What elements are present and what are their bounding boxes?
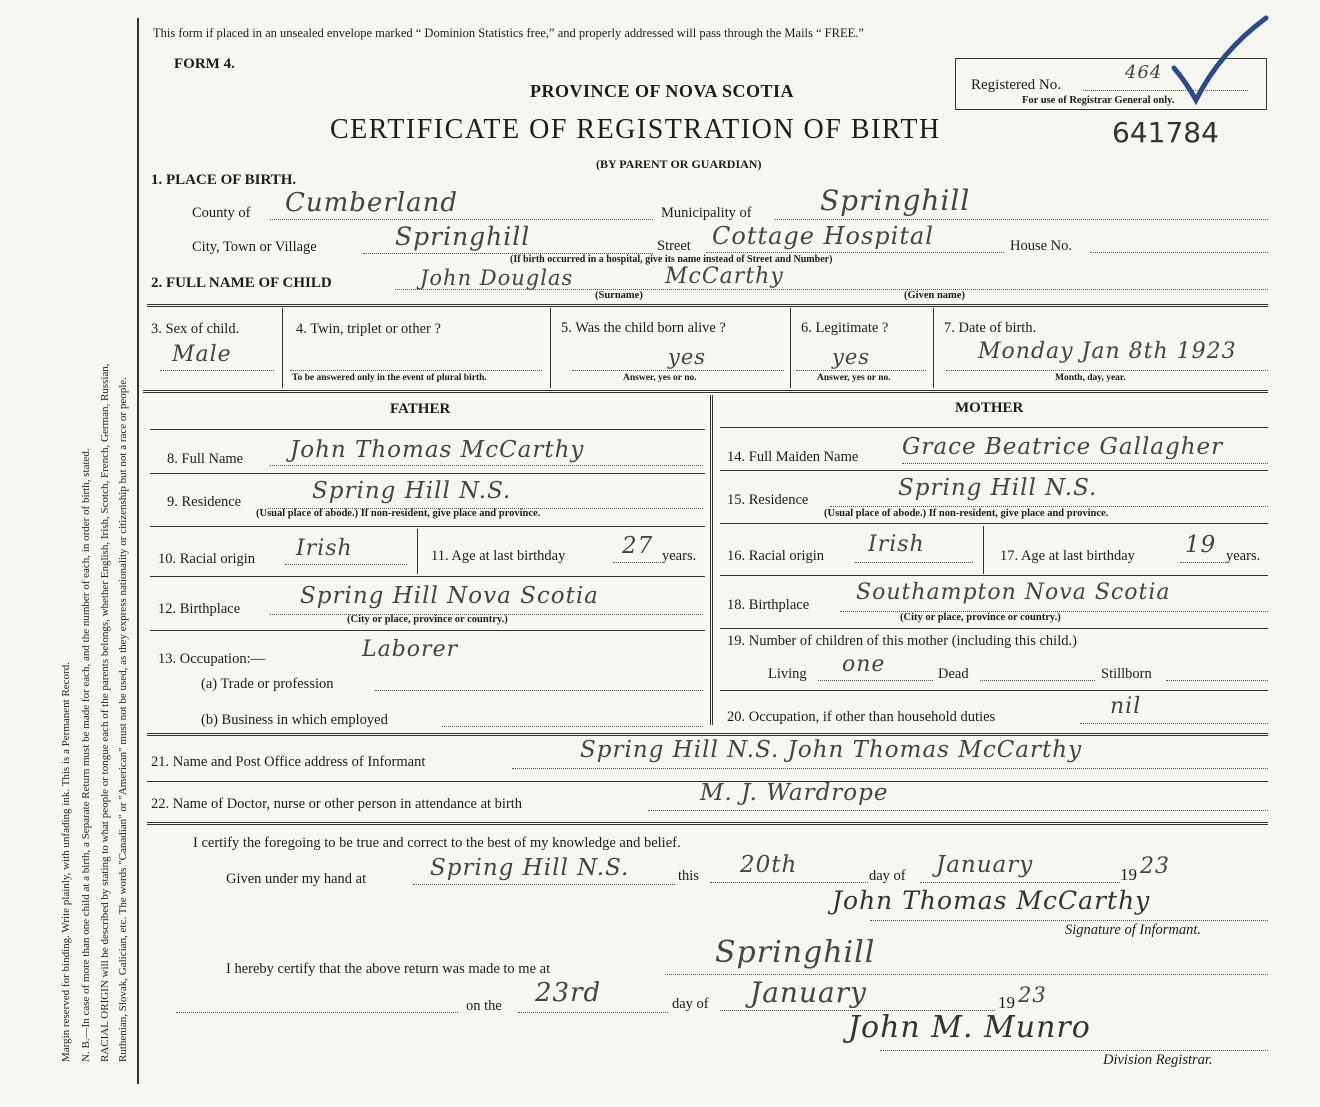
father-birthplace-note: (City or place, province or country.) <box>347 614 508 625</box>
business-label: (b) Business in which employed <box>201 712 388 728</box>
margin-note-3: RACIAL ORIGIN will be described by stating to what people or tongue each of the parents belongs, whether English, Irish, Scotch, French, German, Russian, <box>99 363 111 1062</box>
father-age-value: 27 <box>622 533 654 559</box>
father-residence-label: 9. Residence <box>167 494 242 510</box>
margin-note-1: Margin reserved for binding. Write plainly, with unfading ink. This is a Permanent Record. <box>60 662 72 1062</box>
certify-year-value: 23 <box>1140 854 1170 879</box>
form-number: FORM 4. <box>174 56 235 72</box>
dob-value: Monday Jan 8th 1923 <box>978 339 1237 364</box>
registrar-signature: John M. Munro <box>848 1010 1091 1045</box>
child-surname-value: McCarthy <box>665 264 784 289</box>
registered-value: 464 <box>1125 62 1163 83</box>
mother-birthplace-note: (City or place, province or country.) <box>900 612 1061 623</box>
legitimate-value: yes <box>832 345 871 369</box>
binding-margin <box>0 0 140 1107</box>
father-birthplace-label: 12. Birthplace <box>158 601 241 617</box>
dob-note: Month, day, year. <box>1055 373 1126 383</box>
certify-month-value: January <box>936 852 1034 878</box>
given-under-label: Given under my hand at <box>226 871 367 887</box>
hospital-note: (If birth occurred in a hospital, give its name instead of Street and Number) <box>510 254 833 265</box>
margin-note-4: Ruthenian, Slovak, Galician, etc. The words "Canadian" or "American" must not be used, as they express nationality or citizenship but not a race or people. <box>117 377 129 1062</box>
born-alive-note: Answer, yes or no. <box>623 373 697 383</box>
city-value: Springhill <box>395 222 531 251</box>
mother-residence-value: Spring Hill N.S. <box>898 475 1098 501</box>
stillborn-label: Stillborn <box>1101 666 1152 682</box>
mother-residence-note: (Usual place of abode.) If non-resident, give place and province. <box>824 508 1109 519</box>
mother-residence-label: 15. Residence <box>727 492 809 508</box>
municipality-value: Springhill <box>820 184 971 217</box>
father-race-label: 10. Racial origin <box>158 551 256 567</box>
father-age-label: 11. Age at last birthday <box>431 548 566 564</box>
mother-birthplace-label: 18. Birthplace <box>727 597 810 613</box>
surname-caption: (Surname) <box>595 290 643 301</box>
page-subtitle: (BY PARENT OR GUARDIAN) <box>596 157 762 171</box>
child-name-label: 2. FULL NAME OF CHILD <box>151 275 332 291</box>
informant-signature-caption: Signature of Informant. <box>1065 922 1202 938</box>
page-title: CERTIFICATE OF REGISTRATION OF BIRTH <box>330 114 941 145</box>
registered-label: Registered No. <box>971 77 1061 93</box>
mother-name-value: Grace Beatrice Gallagher <box>902 434 1224 460</box>
living-value: one <box>842 652 886 677</box>
twin-label: 4. Twin, triplet or other ? <box>296 321 441 337</box>
this-label: this <box>678 868 699 884</box>
registrar-place-value: Springhill <box>715 935 876 970</box>
informant-value: Spring Hill N.S. John Thomas McCarthy <box>580 737 1083 763</box>
registrar-day-label: day of <box>672 996 709 1012</box>
certificate-number: 641784 <box>1112 116 1219 149</box>
certify-year-prefix: 19 <box>1120 865 1137 884</box>
registrar-year-value: 23 <box>1018 983 1047 1007</box>
legitimate-note: Answer, yes or no. <box>817 373 891 383</box>
sex-label: 3. Sex of child. <box>151 321 240 337</box>
city-label: City, Town or Village <box>192 239 317 255</box>
mother-birthplace-value: Southampton Nova Scotia <box>856 580 1171 605</box>
informant-signature: John Thomas McCarthy <box>832 886 1151 915</box>
street-label: Street <box>657 238 691 254</box>
father-residence-value: Spring Hill N.S. <box>312 478 512 504</box>
county-label: County of <box>192 205 251 221</box>
street-value: Cottage Hospital <box>712 222 934 250</box>
place-section-label: 1. PLACE OF BIRTH. <box>151 172 297 188</box>
father-residence-note: (Usual place of abode.) If non-resident, give place and province. <box>256 508 541 519</box>
father-occupation-label: 13. Occupation:— <box>158 651 266 667</box>
certify-statement: I certify the foregoing to be true and correct to the best of my knowledge and belief. <box>193 835 681 851</box>
mother-occupation-value: nil <box>1110 694 1142 719</box>
province-title: PROVINCE OF NOVA SCOTIA <box>530 81 795 101</box>
county-value: Cumberland <box>285 188 458 218</box>
checkmark-icon <box>1168 12 1273 107</box>
given-name-caption: (Given name) <box>904 290 965 301</box>
child-given-value: John Douglas <box>420 266 574 290</box>
registrar-note: For use of Registrar General only. <box>1022 95 1175 106</box>
given-place-value: Spring Hill N.S. <box>430 855 630 881</box>
doctor-label: 22. Name of Doctor, nurse or other person in attendance at birth <box>151 796 523 812</box>
margin-note-2: N. B.—In case of more than one child at a birth, a Separate Return must be made for each, and the number of each, in order of birth, stated. <box>80 448 92 1062</box>
living-label: Living <box>768 666 807 682</box>
certify-day-value: 20th <box>740 852 798 878</box>
mother-race-label: 16. Racial origin <box>727 548 825 564</box>
dead-label: Dead <box>938 666 969 682</box>
mother-race-value: Irish <box>868 532 925 557</box>
mother-occupation-label: 20. Occupation, if other than household duties <box>727 709 996 725</box>
father-name-value: John Thomas McCarthy <box>290 437 585 463</box>
registrar-statement: I hereby certify that the above return was made to me at <box>226 961 551 977</box>
father-years-label: years. <box>662 548 697 564</box>
sex-value: Male <box>172 342 232 367</box>
mother-age-label: 17. Age at last birthday <box>1000 548 1135 564</box>
father-birthplace-value: Spring Hill Nova Scotia <box>300 583 599 609</box>
registrar-day-value: 23rd <box>535 978 602 1008</box>
registrar-caption: Division Registrar. <box>1103 1052 1213 1068</box>
margin-rule <box>137 18 139 1084</box>
municipality-label: Municipality of <box>661 205 752 221</box>
certify-day-label: day of <box>869 868 906 884</box>
trade-label: (a) Trade or profession <box>201 676 334 692</box>
mail-note: This form if placed in an unsealed envelope marked “ Dominion Statistics free,” and properly addressed will pass through the Mails “ FREE.” <box>153 26 864 40</box>
mother-heading: MOTHER <box>955 400 1024 416</box>
doctor-value: M. J. Wardrope <box>700 780 889 806</box>
house-number-label: House No. <box>1010 238 1073 254</box>
legitimate-label: 6. Legitimate ? <box>801 320 889 336</box>
informant-label: 21. Name and Post Office address of Informant <box>151 754 426 770</box>
registrar-year-prefix: 19 <box>998 993 1015 1012</box>
twin-note: To be answered only in the event of plural birth. <box>292 373 487 383</box>
born-alive-label: 5. Was the child born alive ? <box>561 320 726 336</box>
father-heading: FATHER <box>390 401 451 417</box>
children-count-label: 19. Number of children of this mother (including this child.) <box>727 633 1077 649</box>
father-name-label: 8. Full Name <box>167 451 244 467</box>
father-occupation-value: Laborer <box>362 637 459 662</box>
dob-label: 7. Date of birth. <box>944 320 1037 336</box>
on-the-label: on the <box>466 998 502 1014</box>
mother-years-label: years. <box>1226 548 1261 564</box>
born-alive-value: yes <box>668 345 707 369</box>
father-race-value: Irish <box>296 536 353 561</box>
mother-name-label: 14. Full Maiden Name <box>727 449 859 465</box>
registrar-month-value: January <box>750 976 867 1009</box>
mother-age-value: 19 <box>1185 532 1217 558</box>
